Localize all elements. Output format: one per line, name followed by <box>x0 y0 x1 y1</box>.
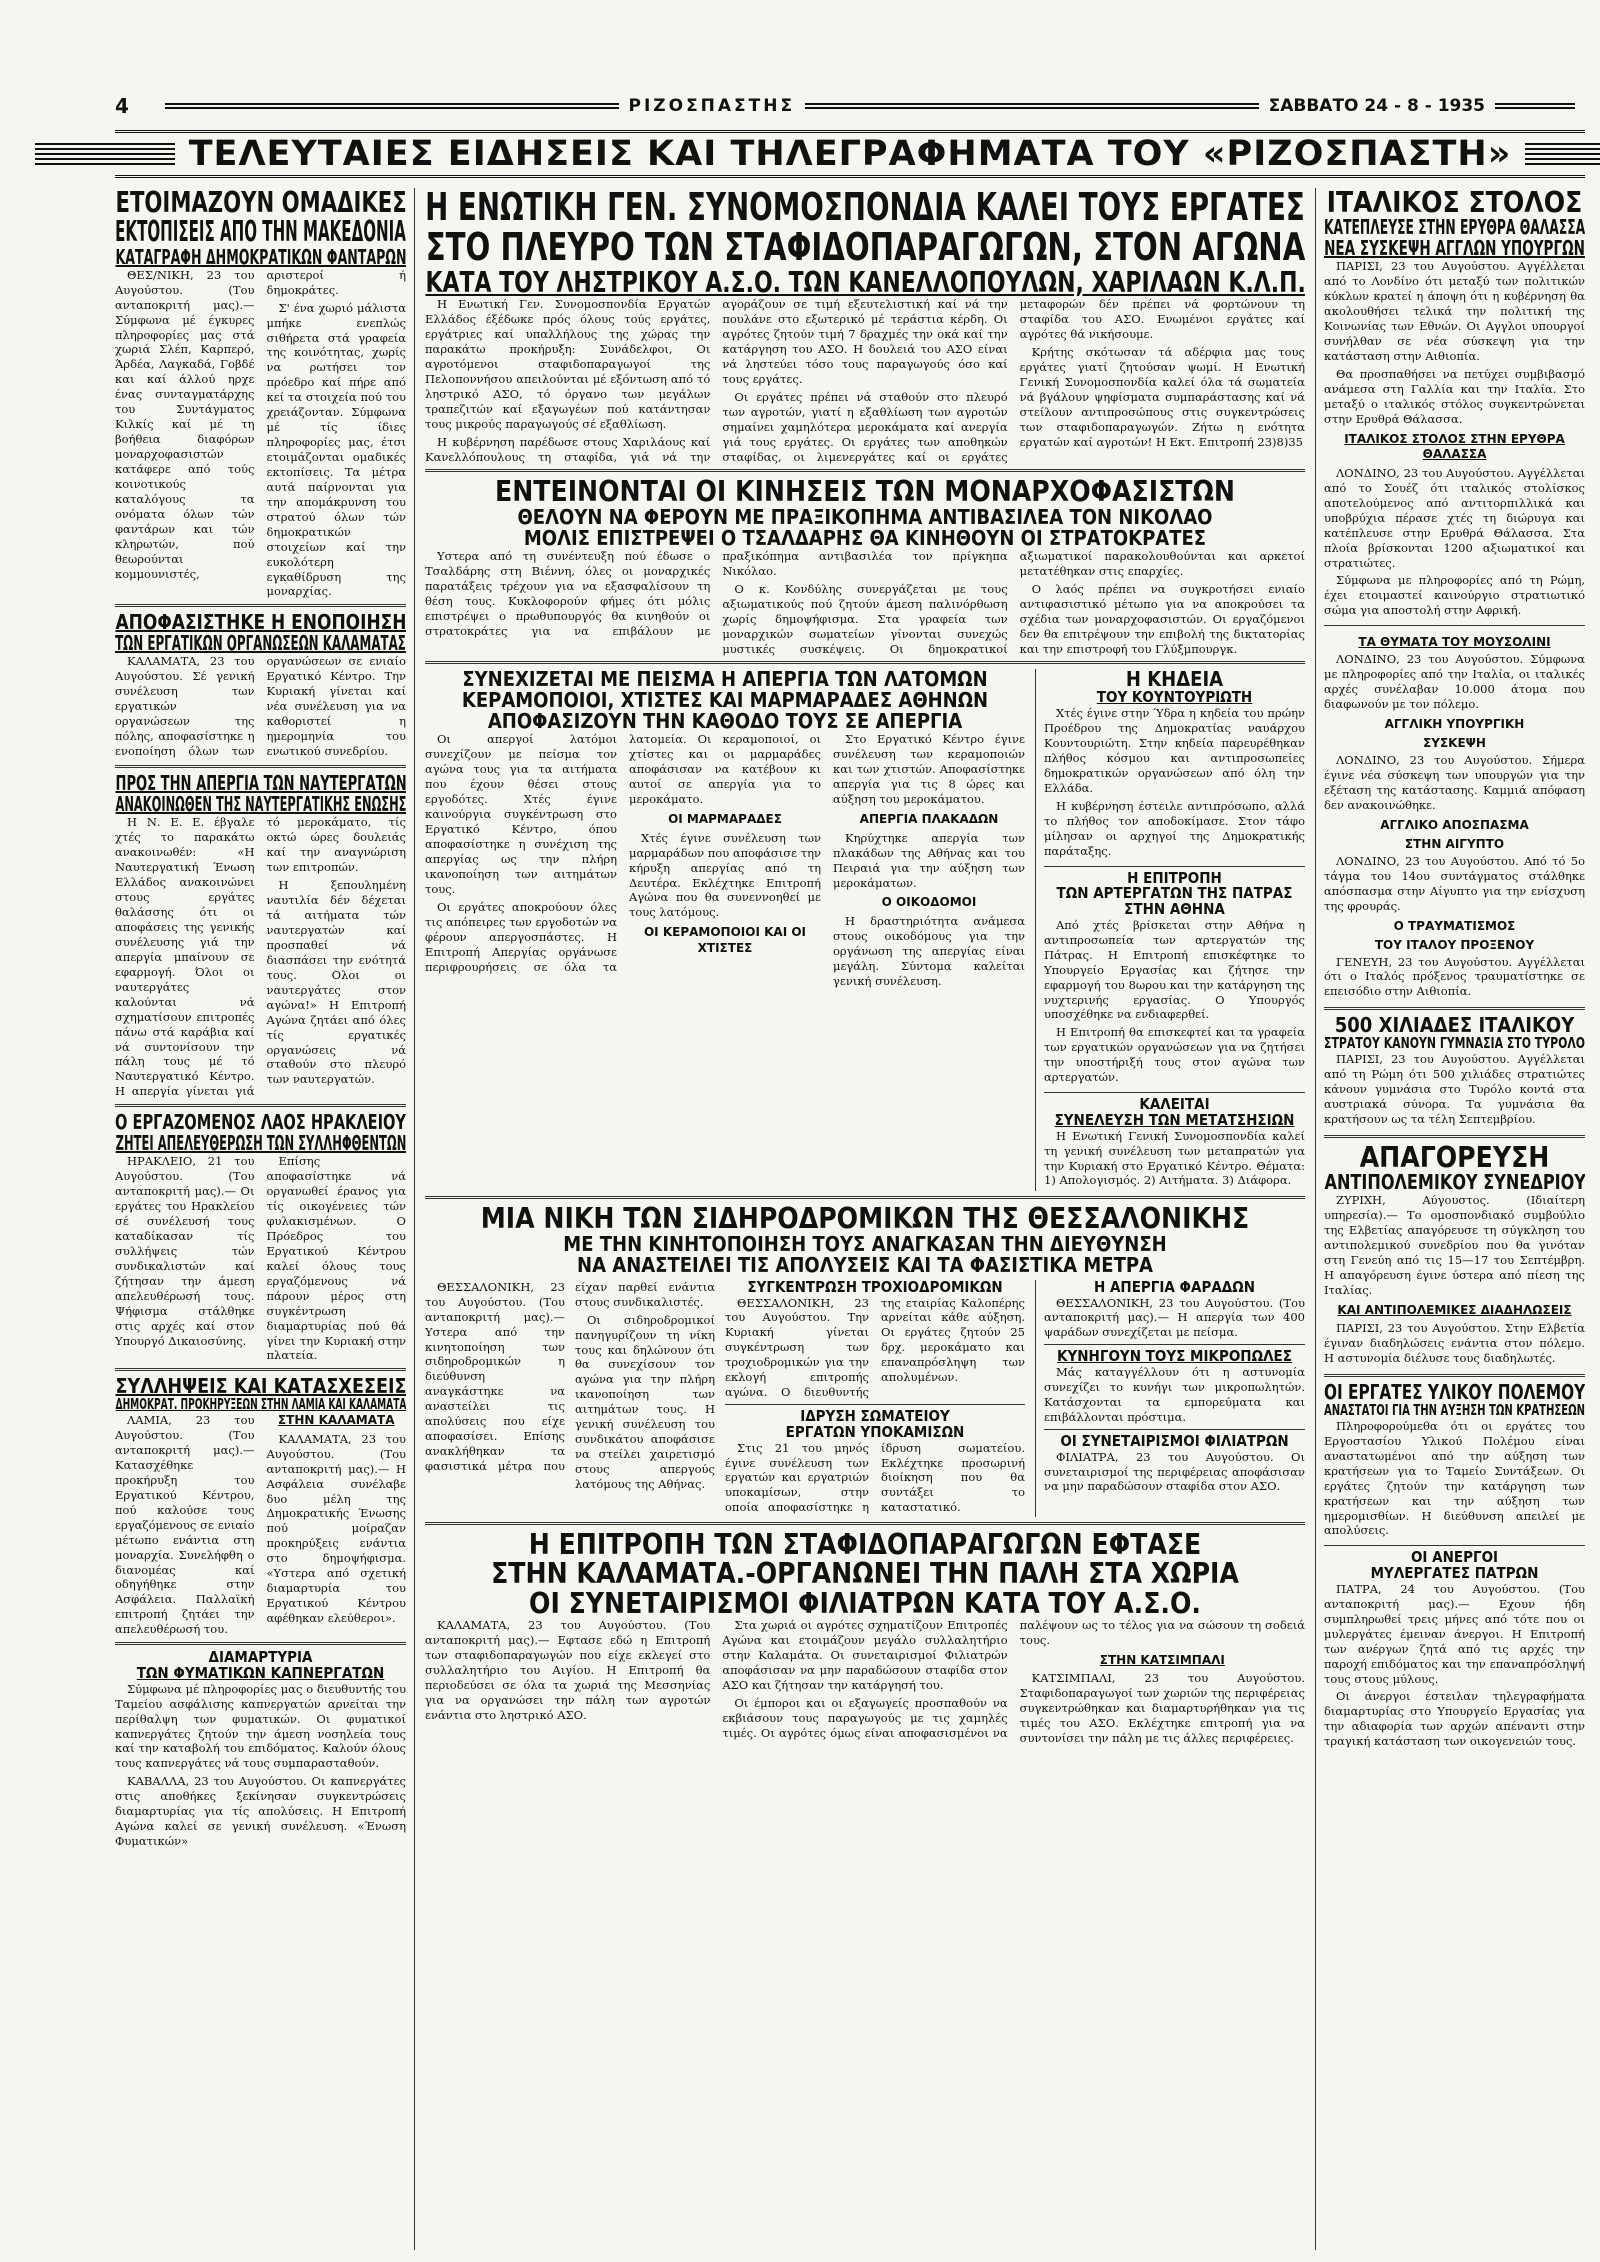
article-body <box>425 549 1305 657</box>
subheadline: ΚΕΡΑΜΟΠΟΙΟΙ, ΧΤΙΣΤΕΣ ΚΑΙ ΜΑΡΜΑΡΑΔΕΣ ΑΘΗΝΩΝ <box>461 688 989 713</box>
headline: ΣΥΓΚΕΝΤΡΩΣΗ ΤΡΟΧΙΟΔΡΟΜΙΚΩΝ <box>747 1277 1003 1296</box>
center-middle-row <box>425 669 1305 1191</box>
paragraph: ΠΑΡΙΣΙ, 23 του Αυγούστου. Αγγέλλεται από το Λονδίνο ότι μεταξύ των πολιτικών κύκλων κρατεί η άποψη ότι η κυβέρνηση θα ακολουθήσει τελικά την πολιτική της Κοινωνίας των Εθνών. Οι Αγγλοι υπουργοί συνήλθαν σε νέα σύσκεψη για την κατάσταση στην Αιθιοπία. <box>1324 259 1585 364</box>
article-kalamata-unions <box>115 612 406 760</box>
headline: ΙΔΡΥΣΗ ΣΩΜΑΤΕΙΟΥ <box>800 1407 950 1426</box>
paragraph: ΘΕΣΣΑΛΟΝΙΚΗ, 23 του Αυγούστου. (Του ανταποκριτή μας).— Υστερα από την κινητοποίηση των σιδηροδρομικών η διεύθυνση αναγκάστηκε να αναστείλει τις απολύσεις που είχε αποφασίσει. Επίσης ανακλήθηκαν τα φασιστικά μέτρα που είχαν παρθεί ενάντια στους συνδικαλιστές. <box>425 1279 715 1474</box>
paragraph: ΖΥΡΙΧΗ, Αύγουστος. (Ιδιαίτερη υπηρεσία).— Το ομοσπονδιακό συμβούλιο της Ελβετίας απαγόρευσε τη σύγκληση του αντιπολεμικού συνεδρίου που θα γινόταν στη Γενεύη από τις 15—17 του Σεπτέμβρη. Η απαγόρευση έγινε ύστερα από πίεση της Ιταλίας. <box>1324 1193 1585 1297</box>
divider <box>115 604 406 607</box>
article-body <box>1044 1450 1305 1495</box>
article-body <box>115 268 406 600</box>
divider <box>1044 1344 1305 1345</box>
article-body <box>1324 259 1585 618</box>
paragraph: Σύμφωνα μέ πληροφορίες μας ο διευθυντής του Ταμείου ασφάλισης καπνεργατών αρνείται την περίθαλψη των φυματικών. Οι φυματικοί καπνεργάτες ζητούν την άμεση νοσηλεία τους καί την καταβολή του επιδόματος. Καλούν όλους τους καπνεργάτες νά τους συμπαρασταθούν. <box>115 1681 406 1771</box>
divider <box>725 1404 1025 1405</box>
article-lead-raisin <box>425 188 1305 464</box>
article-body <box>725 1296 1025 1401</box>
headline: ΟΙ ΣΥΝΕΤΑΙΡΙΣΜΟΙ ΦΙΛΙΑΤΡΩΝ <box>1060 1431 1289 1450</box>
article-body <box>115 1413 406 1637</box>
subheadline: ΔΗΜΟΚΡΑΤ. ΠΡΟΚΗΡΥΞΕΩΝ ΣΤΗΝ ΛΑΜΙΑ ΚΑΙ ΚΑΛΑΜΑΤΑ <box>115 1395 406 1414</box>
left-column <box>115 188 415 2250</box>
paragraph: Η ξεπουλημένη ναυτιλία δέν δέχεται τά αιτήματα τών ναυτεργατών καί προσπαθεί νά διασπάσει την ενότητά τους. Ολοι οι ναυτεργάτες στον αγώνα!» Η Επιτροπή Αγώνα ζητάει από όλες τίς εργατικές οργανώσεις νά σταθούν στο πλευρό των ναυτεργατών. <box>266 878 406 1087</box>
article-antiwar-ban <box>1324 1143 1585 1369</box>
headline: ΑΓΓΛΙΚΟ ΑΠΟΣΠΑΣΜΑ <box>1380 817 1529 832</box>
paragraph: ΛΟΝΔΙΝΟ, 23 του Αυγούστου. Από τό 5ο τάγμα του 14ου συντάγματος στάλθηκε απόσπασμα στην Αίγυπτο για την ενίσχυση της φρουράς. <box>1324 853 1585 913</box>
section-subhead: Ο ΟΙΚΟΔΟΜΟΙ <box>881 895 977 910</box>
article-body <box>1324 1582 1585 1749</box>
paragraph: Η Επιτροπή θα επισκεφτεί και τα γραφεία των εργατικών οργανώσεων για να ζητήσει την υποστήριξή τους στον αγώνα των αρτεργατών. <box>1044 1025 1305 1085</box>
paragraph: Στο Εργατικό Κέντρο έγινε συνέλευση των κεραμοποιών και των χτιστών. Αποφασίστηκε απεργία για τις 8 ώρες και αύξηση του μεροκάματου. <box>833 732 1025 807</box>
paragraph: Χτές έγινε συνέλευση των μαρμαράδων που αποφάσισε την κήρυξη απεργίας από τη Δευτέρα. Εκλέχτηκε Επιτροπή Αγώνα που θα συνεννοηθεί με τους λατόμους. <box>629 830 821 920</box>
article-funeral <box>1044 669 1305 861</box>
center-column <box>425 188 1305 2250</box>
divider <box>1044 866 1305 867</box>
article-body <box>115 654 406 760</box>
section-subhead: ΚΑΙ ΑΝΤΙΠΟΛΕΜΙΚΕΣ ΔΙΑΔΗΛΩΣΕΙΣ <box>1337 1302 1572 1317</box>
paragraph: ΛΟΝΔΙΝΟ, 23 του Αυγούστου. Σήμερα έγινε νέα σύσκεψη των υπουργών για την εξέταση της κατάστασης. Καμμιά απόφαση δεν ανακοινώθηκε. <box>1324 753 1585 812</box>
subheadline: ΑΠΟΦΑΣΙΖΟΥΝ ΤΗΝ ΚΑΘΟΔΟ ΤΟΥΣ ΣΕ ΑΠΕΡΓΙΑ <box>487 709 963 734</box>
paragraph: Η Ενωτική Γεν. Συνομοσπονδία Εργατών Ελλάδος έξέδωκε πρός όλους τούς εργάτες, εργάτριες καί υπαλλήλους της χώρας την παρακάτω προκήρυξη: Συνάδελφοι, Οι αγροτόμενοι σταφιδοπαραγωγοί της Πελοποννήσου απειλούνται μέ εξόντωση από τό ληστρικό ΑΣΟ, τό όργανο των μεγάλων τραπεζιτών καί εξαγωγέων πού κατάντησαν τους μικρούς παραγωγούς σέ εξαθλίωση. <box>425 297 711 431</box>
article-body <box>1324 1052 1585 1127</box>
paragraph: Η κυβέρνηση έστειλε αντιπρόσωπο, αλλά το πλήθος τον αποδοκίμασε. Στον τάφο μίλησαν οι αρχηγοί της Δημοκρατικής παράταξης. <box>1044 798 1305 858</box>
lead-headline: ΣΤΟ ΠΛΕΥΡΟ ΤΩΝ ΣΤΑΦΙΔΟΠΑΡΑΓΩΓΩΝ, ΣΤΟΝ ΑΓΩΝΑ <box>425 224 1305 269</box>
section-subhead: ΙΤΑΛΙΚΟΣ ΣΤΟΛΟΣ ΣΤΗΝ ΕΡΥΘΡΑ ΘΑΛΑΣΣΑ <box>1344 431 1565 462</box>
masthead-bar <box>115 90 1585 122</box>
divider <box>425 1196 1305 1199</box>
paragraph: ΘΕΣ/ΝΙΚΗ, 23 του Αυγούστου. (Του ανταποκριτή μας).— Σύμφωνα μέ έγκυρες πληροφορίες μας στά χωριά Σλέπ, Καρπερό, Άρδέα, Λαγκαδά, Γοβδέ και καί άλλού ηρχε ένας συνταγματάρχης του Συντάγματος Κιλκίς καί μέ τη βοήθεια διαφόρων μοναρχοφασιστών κατάφερε από τούς κοινοτικούς καταλόγους τα ονόματα όλων τών φαντάρων και τών κληρωτών, πού θεωρούνται κομμουνιστές, αριστεροί ή δημοκράτες. <box>115 267 406 581</box>
section-subhead: ΑΠΕΡΓΙΑ ΠΛΑΚΑΔΩΝ <box>859 812 999 827</box>
center-lower-row <box>425 1277 1305 1517</box>
article-body <box>425 1280 715 1517</box>
subheadline: ΚΑΤΑΓΡΑΦΗ ΔΗΜΟΚΡΑΤΙΚΩΝ ΦΑΝΤΑΡΩΝ <box>115 244 406 269</box>
paragraph: ΠΑΡΙΣΙ, 23 του Αυγούστου. Στην Ελβετία έγιναν διαδηλώσεις ενάντια στον πόλεμο. Η αστυνομία διέλυσε τους διαδηλωτές. <box>1324 1321 1585 1366</box>
article-body <box>425 1618 1305 1746</box>
paragraph: Ο κ. Κονδύλης συνεργάζεται με τους αξιωματικούς πού ζητούν άμεση παλινόρθωση χωρίς δημοψήφισμα. Στα γραφεία των μοναρχικών σωματείων γίνονται συνεχώς μυστικές συσκέψεις. Οι δημοκρατικοί αξιωματικοί παρακολουθούνται και αρκετοί μετατέθηκαν στις επαρχίες. <box>722 548 1305 656</box>
banner-title: ΤΕΛΕΥΤΑΙΕΣ ΕΙΔΗΣΕΙΣ ΚΑΙ ΤΗΛΕΓΡΑΦΗΜΑΤΑ ΤΟΥ «ΡΙΖΟΣΠΑΣΤΗ» <box>188 134 1512 174</box>
paragraph: ΘΕΣΣΑΛΟΝΙΚΗ, 23 του Αυγούστου. Την Κυριακή γίνεται συγκέντρωση των τροχιοδρομικών για την εκλογή επιτροπής αγώνα. Ο διευθυντής της εταιρίας Καλοπέρης αρνείται κάθε αύξηση. Οι εργάτες ζητούν 25 δρχ. μεροκάματο και επαναπρόσληψη των απολυμένων. <box>725 1295 1025 1400</box>
section-subhead: ΟΙ ΚΕΡΑΜΟΠΟΙΟΙ ΚΑΙ ΟΙ ΧΤΙΣΤΕΣ <box>643 925 806 955</box>
headline: ΚΑΛΕΙΤΑΙ <box>1139 1097 1210 1114</box>
article-war-material-workers <box>1324 1382 1585 1541</box>
paragraph: Οι έμποροι και οι εξαγωγείς προσπαθούν να εκβιάσουν τους παραγωγούς με τις χαμηλές τιμές. Οι αγρότες όμως είναι αποφασισμένοι να παλέψουν ως το τέλος για να σώσουν τη σοδειά τους. <box>722 1617 1305 1740</box>
paragraph: Στις 21 του μηνός έγινε συνέλευση των εργατών και εργατριών υποκαμίσων, στην οποία αποφασίστηκε η ίδρυση σωματείου. Εκλέχτηκε προσωρινή διοίκηση που θα συντάξει το καταστατικό. <box>725 1440 1025 1515</box>
paragraph: ΚΑΛΑΜΑΤΑ, 23 του Αυγούστου. (Του ανταποκριτή μας).— Η Ασφάλεια συνέλαβε δυο μέλη της Δημοκρατικής Ένωσης πού μοίραζαν προκηρύξεις ενάντια στο δημοψήφισμα. «Υστερα από σχετική διαμαρτυρία του Εργατικού Κέντρου αφέθηκαν ελεύθεροι». <box>266 1431 406 1625</box>
article-mussolini-victims <box>1324 630 1585 1002</box>
paragraph: Σύμφωνα με πληροφορίες από τη Ρώμη, έχει ετοιμαστεί καινούργιο στρατιωτικό σώμα για αποστολή στην Αφρική. <box>1324 573 1585 618</box>
center-side-stack <box>1035 669 1305 1191</box>
divider <box>425 469 1305 472</box>
article-lamia-arrests <box>115 1376 406 1637</box>
center-lower-right <box>1035 1277 1305 1517</box>
headline: ΕΝΤΕΙΝΟΝΤΑΙ ΟΙ ΚΙΝΗΣΕΙΣ ΤΩΝ ΜΟΝΑΡΧΟΦΑΣΙΣΤΩΝ <box>495 477 1235 509</box>
page-banner <box>115 130 1585 178</box>
subheadline: ΝΕΑ ΣΥΣΚΕΨΗ ΑΓΓΛΩΝ ΥΠΟΥΡΓΩΝ <box>1324 236 1585 261</box>
subheadline: ΟΙ ΣΥΝΕΤΑΙΡΙΣΜΟΙ ΦΙΛΙΑΤΡΩΝ ΚΑΤΑ ΤΟΥ Α.Σ.Ο. <box>529 1586 1201 1620</box>
subheadline: ΣΥΝΕΛΕΥΣΗ ΤΩΝ ΜΕΤΑΤΣΗΣΙΩΝ <box>1054 1110 1295 1129</box>
divider <box>1324 625 1585 626</box>
subheadline: ΤΩΝ ΦΥΜΑΤΙΚΩΝ ΚΑΠΝΕΡΓΑΤΩΝ <box>136 1663 385 1682</box>
subheadline: ΑΝΑΣΤΑΤΟΙ ΓΙΑ ΤΗΝ ΑΥΞΗΣΗ ΤΩΝ ΚΡΑΤΗΣΕΩΝ <box>1324 1401 1585 1420</box>
paragraph: Η Ν. Ε. Ε. έβγαλε χτές το παρακάτω ανακοινωθέν: «Η Ναυτεργατική Ένωση Ελλάδος ανακοινώνει στους εργάτες θαλάσσης ότι οι αποφάσεις της γενικής συνέλευσης γιά την απεργία μπαίνουν σε εφαρμογή. Όλοι οι ναυτεργάτες καλούνται νά σχηματίσουν επιτροπές πάνω στά καράβια καί νά συντονίσουν την πάλη τους μέ τό Ναυτεργατικό Κέντρο. Η απεργία γίνεται γιά τό μεροκάματο, τίς οκτώ ώρες δουλειάς καί την αναγνώριση των επιτροπών. <box>115 815 406 1099</box>
paragraph: Οι απεργοί λατόμοι συνεχίζουν με πείσμα τον αγώνα τους για τα αιτήματα που έχουν θέσει στους εργοδότες. Χτές έγινε καινούργια συγκέντρωση στο Εργατικό Κέντρο, όπου αποφασίστηκε η συνέχιση της απεργίας ως την πλήρη ικανοποίηση των αιτημάτων τους. <box>425 732 617 896</box>
divider <box>115 765 406 768</box>
page-number: 4 <box>115 94 129 118</box>
paragraph: Η δραστηριότητα ανάμεσα στους οικοδόμους για την οργάνωση της απεργίας είναι μεγάλη. Σύντομα καλείται γενική συνέλευση. <box>833 914 1025 988</box>
divider <box>1324 1135 1585 1138</box>
newspaper-page <box>115 90 1585 2250</box>
paragraph: Πληροφορούμεθα ότι οι εργάτες του Εργοστασίου Υλικού Πολέμου είναι αναστατωμένοι από την αύξηση των κρατήσεων για το Ταμείο Συντάξεων. Οι εργάτες ζητούν την κατάργηση των κρατήσεων και την αύξηση των ημερομισθίων. Η διεύθυνση απειλεί με απολύσεις. <box>1324 1418 1585 1538</box>
article-body <box>1044 706 1305 858</box>
headline: ΑΠΑΓΟΡΕΥΣΗ <box>1359 1142 1550 1174</box>
headline: ΠΡΟΣ ΤΗΝ ΑΠΕΡΓΙΑ ΤΩΝ ΝΑΥΤΕΡΓΑΤΩΝ <box>115 773 406 796</box>
section-subhead: ΣΤΗΝ ΚΑΛΑΜΑΤΑ <box>277 1413 395 1428</box>
paragraph: Σ' ένα χωριό μάλιστα μπήκε ενεπλώς σιθήρετα στά γραφεία της κοινότητας, χωρίς να ρωτήσει τον πρόεδρο καί πήρε από κεί τα στοιχεία πού του χρειάζονταν. Σύμφωνα μέ τίς ίδιες πληροφορίες μας, έτσι ετοιμάζονται ομαδικές εκτοπίσεις. Τα μέτρα αυτά παίρνονται για την απομάκρυνση του στρατού όλων τών δημοκρατικών στοιχείων καί την ευκολότερη εγκαθίδρυση της μοναρχίας. <box>266 300 406 599</box>
divider <box>425 661 1305 664</box>
section-subhead: ΟΙ ΜΑΡΜΑΡΑΔΕΣ <box>668 812 782 827</box>
lead-headline: Η ΕΝΩΤΙΚΗ ΓΕΝ. ΣΥΝΟΜΟΣΠΟΝΔΙΑ ΚΑΛΕΙ ΤΟΥΣ ΕΡΓΑΤΕΣ <box>425 188 1305 229</box>
subheadline: ΚΑΤΕΠΛΕΥΣΕ ΣΤΗΝ ΕΡΥΘΡΑ ΘΑΛΑΣΣΑ <box>1324 215 1585 240</box>
headline: ΟΙ ΕΡΓΑΤΕΣ ΥΛΙΚΟΥ ΠΟΛΕΜΟΥ <box>1324 1382 1585 1405</box>
article-monarchists <box>425 477 1305 656</box>
paragraph: ΗΡΑΚΛΕΙΟ, 21 του Αυγούστου. (Του ανταποκριτή μας).— Οι εργάτες του Ηρακλείου σέ συνέλευσή τους καταδίκασαν τίς συλλήψεις τών συνδικαλιστών καί ζήτησαν την άμεση απελευθέρωσή τους. Ψήφισμα στάλθηκε στις αρχές καί στον Υπουργό Δικαιοσύνης. <box>115 1154 255 1348</box>
article-raisin-committee <box>425 1530 1305 1746</box>
divider <box>1044 1092 1305 1093</box>
subheadline: ΤΟΥ ΚΟΥΝΤΟΥΡΙΩΤΗ <box>1096 688 1253 707</box>
subheadline: ΣΤΗΝ ΑΙΓΥΠΤΟ <box>1404 836 1505 851</box>
paper-name: ΡΙΖΟΣΠΑΣΤΗΣ <box>628 96 796 116</box>
subheadline: ΜΥΛΕΡΓΑΤΕΣ ΠΑΤΡΩΝ <box>1370 1564 1539 1583</box>
paragraph: Κρήτης σκότωσαν τά αδέρφια μας τους εργάτες γιατί ζητούσαν ψωμί. Η Ενωτική Γενική Συνομοσπονδία καλεί όλα τά σωματεία νά βγάλουν ψηφίσματα συμπαράστασης καί νά στείλουν αντιπροσώπους στις συγκεντρώσεις των σταφιδοπαραγωγών. Ζήτω η ενότητα εργατών καί αγροτών! Η Εκτ. Επιτροπή 23)8)35 <box>1019 344 1305 449</box>
paragraph: Από χτές βρίσκεται στην Αθήνα η αντιπροσωπεία των αρτεργατών της Πάτρας. Η Επιτροπή επισκέφτηκε το Υπουργείο Εργασίας και ζήτησε την εφαρμογή του 8ωρου και την κατάργηση της νυχτερινής εργασίας. Ο Υπουργός υποσχέθηκε να ενδιαφερθεί. <box>1044 917 1305 1022</box>
banner-rule-left <box>35 143 175 165</box>
article-body <box>115 1682 406 1849</box>
headline: 500 ΧΙΛΙΑΔΕΣ ΙΤΑΛΙΚΟΥ <box>1334 1015 1575 1038</box>
article-body <box>725 1441 1025 1517</box>
paragraph: Οι άνεργοι έστειλαν τηλεγραφήματα διαμαρτυρίας στο Υπουργείο Εργασίας για την αδιαφορία των αρχών απέναντι στην τραγική κατάσταση των οικογενειών τους. <box>1324 1689 1585 1749</box>
headline: ΣΥΝΕΧΙΖΕΤΑΙ ΜΕ ΠΕΙΣΜΑ Η ΑΠΕΡΓΙΑ ΤΩΝ ΛΑΤΟΜΩΝ <box>462 669 988 692</box>
headline: ΣΥΛΛΗΨΕΙΣ ΚΑΙ ΚΑΤΑΣΧΕΣΕΙΣ <box>115 1376 406 1399</box>
paragraph: Ο λαός πρέπει να συγκροτήσει ενιαίο αντιφασιστικό μέτωπο για να αποκρούσει τα σχέδια των μοναρχοφασιστών. Οι εργαζόμενοι δεν θα επιτρέψουν την επιβολή της δικτατορίας και την επιστροφή του Γλύξμπουργκ. <box>1019 581 1305 656</box>
subheadline: ΣΤΗΝ ΚΑΛΑΜΑΤΑ.-ΟΡΓΑΝΩΝΕΙ ΤΗΝ ΠΑΛΗ ΣΤΑ ΧΩΡΙΑ <box>491 1557 1239 1591</box>
article-seamen-strike <box>115 773 406 1099</box>
divider <box>1324 1374 1585 1377</box>
divider <box>1044 1429 1305 1430</box>
subheadline: ΣΥΣΚΕΨΗ <box>1423 736 1486 751</box>
paragraph: ΠΑΤΡΑ, 24 του Αυγούστου. (Του ανταποκριτή μας).— Εχουν ήδη συμπληρωθεί τρεις μήνες από τότε που οι μυλεργάτες έμειναν άνεργοι. Η Επιτροπή των ανέργων ζητά από τις αρχές την παροχή επιδόματος και την επαναπρόσληψή τους στους μύλους. <box>1324 1581 1585 1686</box>
subheadline: ΤΩΝ ΑΡΤΕΡΓΑΤΩΝ ΤΗΣ ΠΑΤΡΑΣ <box>1056 884 1293 903</box>
divider <box>115 1104 406 1107</box>
headline: Η ΑΠΕΡΓΙΑ ΦΑΡΑΔΩΝ <box>1093 1277 1256 1296</box>
headline: ΑΠΟΦΑΣΙΣΤΗΚΕ Η ΕΝΟΠΟΙΗΣΗ <box>115 612 406 635</box>
article-tyrol <box>1324 1015 1585 1129</box>
headline: ΟΙ ΑΝΕΡΓΟΙ <box>1410 1550 1499 1567</box>
article-body <box>1324 1193 1585 1366</box>
subheadline: ΝΑ ΑΝΑΣΤΕΙΛΕΙ ΤΙΣ ΑΠΟΛΥΣΕΙΣ ΚΑΙ ΤΑ ΦΑΣΙΣΤΙΚΑ ΜΕΤΡΑ <box>577 1252 1153 1276</box>
headline: ΑΓΓΛΙΚΗ ΥΠΟΥΡΓΙΚΗ <box>1384 717 1525 732</box>
headline: Ο ΕΡΓΑΖΟΜΕΝΟΣ ΛΑΟΣ ΗΡΑΚΛΕΙΟΥ <box>115 1112 406 1135</box>
subheadline: ΤΟΥ ΙΤΑΛΟΥ ΠΡΟΞΕΝΟΥ <box>1374 937 1535 952</box>
subheadline: ΜΟΛΙΣ ΕΠΙΣΤΡΕΨΕΙ Ο ΤΣΑΛΔΑΡΗΣ ΘΑ ΚΙΝΗΘΟΥΝ ΟΙ ΣΤΡΑΤΟΚΡΑΤΕΣ <box>523 525 1207 550</box>
article-body <box>1044 1365 1305 1425</box>
headline: ΔΙΑΜΑΡΤΥΡΙΑ <box>208 1650 313 1667</box>
paragraph: ΘΕΣΣΑΛΟΝΙΚΗ, 23 του Αυγούστου. (Του ανταποκριτή μας).— Η απεργία των 400 ψαράδων συνεχίζεται με πείσμα. <box>1044 1295 1305 1340</box>
subheadline: ΤΩΝ ΕΡΓΑΤΙΚΩΝ ΟΡΓΑΝΩΣΕΩΝ ΚΑΛΑΜΑΤΑΣ <box>115 631 406 656</box>
subheadline: ΘΕΛΟΥΝ ΝΑ ΦΕΡΟΥΝ ΜΕ ΠΡΑΞΙΚΟΠΗΜΑ ΑΝΤΙΒΑΣΙΛΕΑ ΤΟΝ ΝΙΚΟΛΑΟ <box>517 504 1213 529</box>
paragraph: Στα χωριά οι αγρότες σχηματίζουν Επιτροπές Αγώνα και ετοιμάζουν μεγάλο συλλαλητήριο στην Καλαμάτα. Οι συνεταιρισμοί Φιλιατρών αποφάσισαν να μην παραδώσουν σταφίδα στον ΑΣΟ και ζήτησαν την κατάργησή του. <box>722 1617 1008 1692</box>
subheadline: ΖΗΤΕΙ ΑΠΕΛΕΥΘΕΡΩΣΗ ΤΩΝ ΣΥΛΛΗΦΘΕΝΤΩΝ <box>115 1131 406 1156</box>
paragraph: Χτές έγινε στην Ύδρα η κηδεία του πρώην Προέδρου της Δημοκρατίας ναυάρχου Κουντουριώτη. Στην κηδεία παρευρέθηκαν πλήθος κόσμου και αντιπροσωπείες δημοκρατικών οργανώσεων από όλη την Ελλάδα. <box>1044 706 1305 795</box>
headline: Η ΚΗΔΕΙΑ <box>1125 669 1224 692</box>
article-railwaymen <box>425 1204 1305 1275</box>
article-body <box>115 815 406 1099</box>
article-body <box>1044 918 1305 1085</box>
paragraph: ΛΟΝΔΙΝΟ, 23 του Αυγούστου. Αγγέλλεται από το Σουέζ ότι ιταλικός στολίσκος αποτελούμενος από αντιτορπιλλικά και υποβρύχια πέρασε χτές τη διώρυγα και κατέπλευσε στην Ερυθρά Θάλασσα. Στα πλοία βρίσκονται 1200 αξιωματικοί και στρατιώτες. <box>1324 465 1585 570</box>
section-subhead: ΣΤΗΝ ΚΑΤΣΙΜΠΑΛΙ <box>1099 1652 1225 1667</box>
paragraph: ΚΑΛΑΜΑΤΑ, 23 του Αυγούστου. Σέ γενική συνέλευση των εργατικών οργανώσεων της πόλης, αποφασίστηκε η ενοποίηση όλων των οργανώσεων σε ενιαίο Εργατικό Κέντρο. Την Κυριακή γίνεται καί νέα συνέλευση για να καθοριστεί η ημερομηνία του ενωτικού συνεδρίου. <box>115 654 406 759</box>
paragraph: ΛΟΝΔΙΝΟ, 23 του Αυγούστου. Σύμφωνα με πληροφορίες από την Ιταλία, οι ιταλικές αρχές συνέλαβαν 10.000 άτομα που διαφωνούν με τον πόλεμο. <box>1324 652 1585 712</box>
paragraph: Επίσης αποφασίστηκε νά οργανωθεί έρανος για τίς οικογένειες τών φυλακισμένων. Ο Πρόεδρος του Εργατικού Κέντρου καλεί όλους τους εργαζόμενους νά πάρουν μέρος στη συγκέντρωση διαμαρτυρίας πού θά γίνει την Κυριακή στην πλατεία. <box>266 1154 406 1363</box>
paragraph: Υστερα από τη συνέντευξη πού έδωσε ο Τσαλδάρης στη Βιέννη, όλες οι μοναρχικές παρατάξεις τρέχουν για να εξασφαλίσουν τη θέση τους. Κυκλοφορούν φήμες ότι μόλις επιστρέψει ο πρωθυπουργός θα κινηθούν οι στρατοκράτες για να επιβάλουν με πραξικόπημα αντιβασιλέα τον πρίγκηπα Νικόλαο. <box>425 548 1008 638</box>
article-body <box>1044 1129 1305 1189</box>
headline: ΤΑ ΘΥΜΑΤΑ ΤΟΥ ΜΟΥΣΟΛΙΝΙ <box>1358 635 1551 650</box>
headline: Η ΕΠΙΤΡΟΠΗ <box>1127 870 1222 887</box>
paragraph: Θα προσπαθήσει να πετύχει συμβιβασμό ανάμεσα στη Γαλλία και την Ιταλία. Στο μεταξύ ο ιταλικός στόλος συγκεντρώνεται στην Ερυθρά Θάλασσα. <box>1324 366 1585 426</box>
article-macedonia <box>115 188 406 599</box>
headline: ΙΤΑΛΙΚΟΣ ΣΤΟΛΟΣ <box>1326 188 1583 219</box>
paragraph: ΦΙΛΙΑΤΡΑ, 23 του Αυγούστου. Οι συνεταιρισμοί της περιφέρειας αποφάσισαν να μην παραδώσουν σταφίδα στον ΑΣΟ. <box>1044 1449 1305 1494</box>
paragraph: Οι σιδηροδρομικοί πανηγυρίζουν τη νίκη τους και δηλώνουν ότι θα συνεχίσουν τον αγώνα για την πλήρη ικανοποίηση των αιτημάτων τους. Η γενική συνέλευση του συνδικάτου αποφάσισε να στείλει χαιρετισμό στους απεργούς λατόμους της Αθήνας. <box>575 1312 715 1491</box>
issue-date: ΣΑΒΒΑΤΟ 24 - 8 - 1935 <box>1268 96 1486 116</box>
article-body <box>1324 854 1585 914</box>
paragraph: Οι εργάτες πρέπει νά σταθούν στο πλευρό των αγροτών, γιατί η εξαθλίωση των αγροτών σημαίνει χαμηλότερα μεροκάματα καί ανεργία γιά τους εργάτες. Οι εργάτες των αποθηκών σταφίδας, οι λιμενεργάτες καί οι εργάτες μεταφορών δέν πρέπει νά φορτώνουν τη σταφίδα του ΑΣΟ. Ενωμένοι εργάτες καί αγρότες θά νικήσουμε. <box>722 297 1305 464</box>
divider <box>425 1522 1305 1525</box>
banner-rule-right <box>1525 143 1600 165</box>
paragraph: ΓΕΝΕΥΗ, 23 του Αυγούστου. Αγγέλλεται ότι ο Ιταλός πρόξενος τραυματίστηκε σε επεισόδιο στην Αιθιοπία. <box>1324 954 1585 999</box>
paragraph: ΠΑΡΙΣΙ, 23 του Αυγούστου. Αγγέλλεται από τη Ρώμη ότι 500 χιλιάδες στρατιώτες κάνουν γυμνάσια στο Τυρόλο κοντά στα αυστριακά σύνορα. Τα γυμνάσια θα κρατήσουν ως τα τέλη Σεπτεμβρίου. <box>1324 1052 1585 1126</box>
subheadline: ΜΕ ΤΗΝ ΚΙΝΗΤΟΠΟΙΗΣΗ ΤΟΥΣ ΑΝΑΓΚΑΣΑΝ ΤΗΝ ΔΙΕΥΘΥΝΣΗ <box>563 1231 1167 1256</box>
subheadline: ΣΤΡΑΤΟΥ ΚΑΝΟΥΝ ΓΥΜΝΑΣΙΑ ΣΤΟ ΤΥΡΟΛΟ <box>1324 1034 1585 1053</box>
headline: Η ΕΠΙΤΡΟΠΗ ΤΩΝ ΣΤΑΦΙΔΟΠΑΡΑΓΩΓΩΝ ΕΦΤΑΣΕ <box>528 1529 1202 1561</box>
subheadline: ΑΝΤΙΠΟΛΕΜΙΚΟΥ ΣΥΝΕΔΡΙΟΥ <box>1324 1170 1585 1195</box>
article-body <box>1044 1296 1305 1341</box>
article-unemployed-millers <box>1324 1550 1585 1752</box>
headline: ΕΚΤΟΠΙΣΕΙΣ ΑΠΟ ΤΗΝ ΜΑΚΕΔΟΝΙΑ <box>115 215 406 249</box>
article-body <box>1324 955 1585 1000</box>
article-meeting-call <box>1044 1097 1305 1191</box>
article-body <box>1324 753 1585 813</box>
paragraph: Κηρύχτηκε απεργία των πλακάδων της Αθήνας και του Πειραιά για την αύξηση των μεροκάματων. <box>833 830 1025 890</box>
paragraph: Η κυβέρνηση παρέδωσε στους Χαριλάους καί Κανελλόπουλους τη σταφίδα, γιά νά την αγοράζουν σε τιμή εξευτελιστική καί νά την πουλάνε στο εξωτερικό μέ τεράστια κέρδη. Οι αγρότες ζητούν τιμή 7 δραχμές την οκά καί την κατάργηση του ΑΣΟ. Η δουλειά του ΑΣΟ είναι νά ληστεύει τόσο τους παραγωγούς όσο καί τους εργάτες. <box>425 297 1008 464</box>
headline: ΚΥΝΗΓΟΥΝ ΤΟΥΣ ΜΙΚΡΟΠΩΛΕΣ <box>1057 1347 1292 1366</box>
headline: ΜΙΑ ΝΙΚΗ ΤΩΝ ΣΙΔΗΡΟΔΡΟΜΙΚΩΝ ΤΗΣ ΘΕΣΣΑΛΟΝΙΚΗΣ <box>480 1204 1250 1236</box>
article-body <box>425 297 1305 464</box>
center-lower-mid <box>725 1277 1025 1517</box>
article-body <box>1324 652 1585 712</box>
paragraph: Μάς καταγγέλλουν ότι η αστυνομία συνεχίζει το κυνήγι των μικροπωλητών. Κατάσχονται τα εμπορεύματα και επιβάλλονται πρόστιμα. <box>1044 1365 1305 1424</box>
article-bakers-patras <box>1044 871 1305 1089</box>
article-italian-fleet <box>1324 188 1585 621</box>
divider <box>1324 1007 1585 1010</box>
lead-subheadline: ΚΑΤΑ ΤΟΥ ΛΗΣΤΡΙΚΟΥ Α.Σ.Ο. ΤΩΝ ΚΑΝΕΛΛΟΠΟΥΛΩΝ, ΧΑΡΙΛΑΩΝ Κ.Λ.Π. <box>425 265 1305 299</box>
masthead-rule <box>165 103 619 109</box>
article-body <box>425 732 1025 988</box>
subheadline: ΕΡΓΑΤΩΝ ΥΠΟΚΑΜΙΣΩΝ <box>785 1422 965 1441</box>
headline: Ο ΤΡΑΥΜΑΤΙΣΜΟΣ <box>1393 918 1516 933</box>
headline: ΕΤΟΙΜΑΖΟΥΝ ΟΜΑΔΙΚΕΣ <box>115 188 406 219</box>
paragraph: Οι εργάτες αποκρούουν όλες τις απόπειρες των εργοδοτών να φέρουν απεργοσπάστες. Η Επιτροπή Απεργίας οργάνωσε περιφρουρήσεις σε όλα τα λατομεία. Οι κεραμοποιοί, οι χτίστες και οι μαρμαράδες αποφάσισαν να κατέβουν κι αυτοί σε απεργία για το μεροκάματο. <box>425 732 821 974</box>
article-body <box>1324 1419 1585 1539</box>
paragraph: ΛΑΜΙΑ, 23 του Αυγούστου. (Του ανταποκριτή μας).— Κατασχέθηκε προκήρυξη του Εργατικού Κέντρου, πού καλούσε τους εργαζόμενους σε ενιαίο μέτωπο ενάντια στη μοναρχία. Συνελήφθη ο διανομέας καί οδηγήθηκε στην Ασφάλεια. Παλλαϊκή επιτροπή ζητάει την απελευθέρωσή του. <box>115 1413 255 1637</box>
article-tobacco-workers <box>115 1650 406 1852</box>
article-body <box>115 1154 406 1363</box>
masthead-rule <box>805 103 1259 109</box>
paragraph: ΚΑΒΑΛΛΑ, 23 του Αυγούστου. Οι καπνεργάτες στις αποθήκες ξεκίνησαν συγκεντρώσεις διαμαρτυρίας για τίς απολύσεις. Η Επιτροπή Αγώνα καλεί σε γενική συνέλευση. «Ένωση Φυματικών» <box>115 1774 406 1849</box>
masthead-rule <box>1495 103 1575 109</box>
paragraph: ΚΑΛΑΜΑΤΑ, 23 του Αυγούστου. (Του ανταποκριτή μας).— Εφτασε εδώ η Επιτροπή των σταφιδοπαραγωγών που είχε εκλεγεί στο συλλαλητήριο του Αιγίου. Η Επιτροπή θα περιοδεύσει σε όλα τα χωριά της Μεσσηνίας για να οργανώσει την πάλη των αγροτών ενάντια στο ληστρικό ΑΣΟ. <box>425 1617 711 1722</box>
divider <box>115 1642 406 1645</box>
divider <box>1324 1545 1585 1546</box>
subheadline: ΑΝΑΚΟΙΝΩΘΕΝ ΤΗΣ ΝΑΥΤΕΡΓΑΤΙΚΗΣ ΕΝΩΣΗΣ <box>115 792 406 817</box>
divider <box>115 1368 406 1371</box>
article-quarry-strike <box>425 669 1025 1191</box>
right-column <box>1315 188 1585 2250</box>
paragraph: Η Ενωτική Γενική Συνομοσπονδία καλεί τη γενική συνέλευση των μεταπρατών για την Κυριακή στο Εργατικό Κέντρο. Θέματα: 1) Απολογισμός. 2) Αιτήματα. 3) Διάφορα. <box>1044 1128 1305 1188</box>
article-heraklion <box>115 1112 406 1363</box>
subheadline: ΣΤΗΝ ΑΘΗΝΑ <box>1124 900 1225 919</box>
paragraph: ΚΑΤΣΙΜΠΑΛΙ, 23 του Αυγούστου. Σταφιδοπαραγωγοί των χωριών της περιφέρειας συγκεντρώθηκαν και διαμαρτυρήθηκαν για τις τιμές του ΑΣΟ. Εκλέχτηκε επιτροπή για να συντονίσει την πάλη με τις άλλες περιφέρειες. <box>1019 1671 1305 1746</box>
